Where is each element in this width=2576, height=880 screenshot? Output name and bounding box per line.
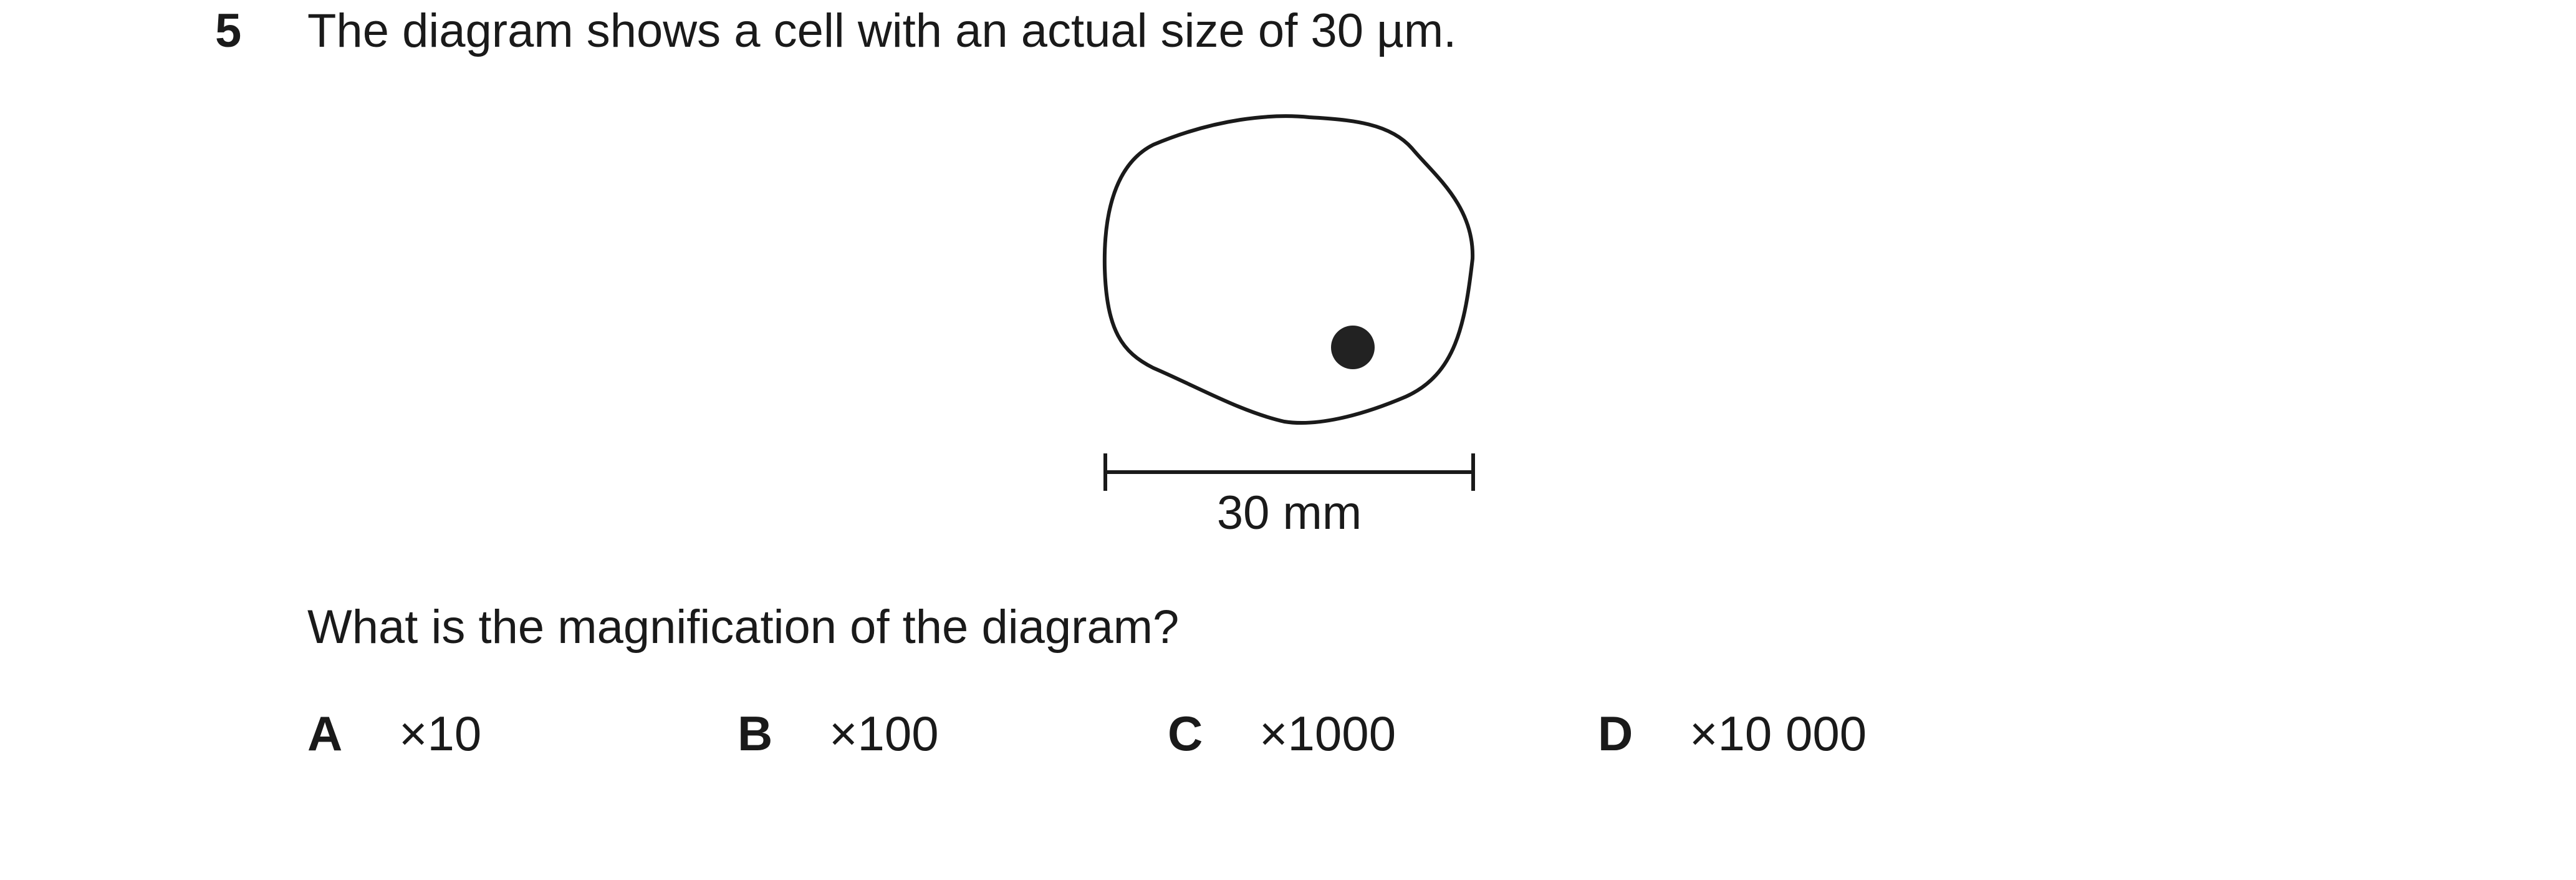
- option-d-letter: D: [1598, 706, 1633, 761]
- option-b-value: ×100: [829, 706, 939, 761]
- option-a-value: ×10: [399, 706, 482, 761]
- question-number: 5: [215, 4, 242, 57]
- question-stem: The diagram shows a cell with an actual size of 30 µm.: [307, 4, 1457, 57]
- option-b-letter: B: [738, 706, 773, 761]
- nucleus: [1331, 326, 1375, 369]
- option-c-value: ×1000: [1259, 706, 1396, 761]
- cell-outline: [1105, 116, 1473, 423]
- option-d-value: ×10 000: [1689, 706, 1867, 761]
- option-a-letter: A: [307, 706, 343, 761]
- option-c-letter: C: [1168, 706, 1203, 761]
- scale-bar-label: 30 mm: [1216, 486, 1362, 539]
- cell-diagram: [1085, 100, 1521, 561]
- question-prompt: What is the magnification of the diagram?: [307, 601, 1180, 654]
- scale-bar: [1105, 453, 1473, 491]
